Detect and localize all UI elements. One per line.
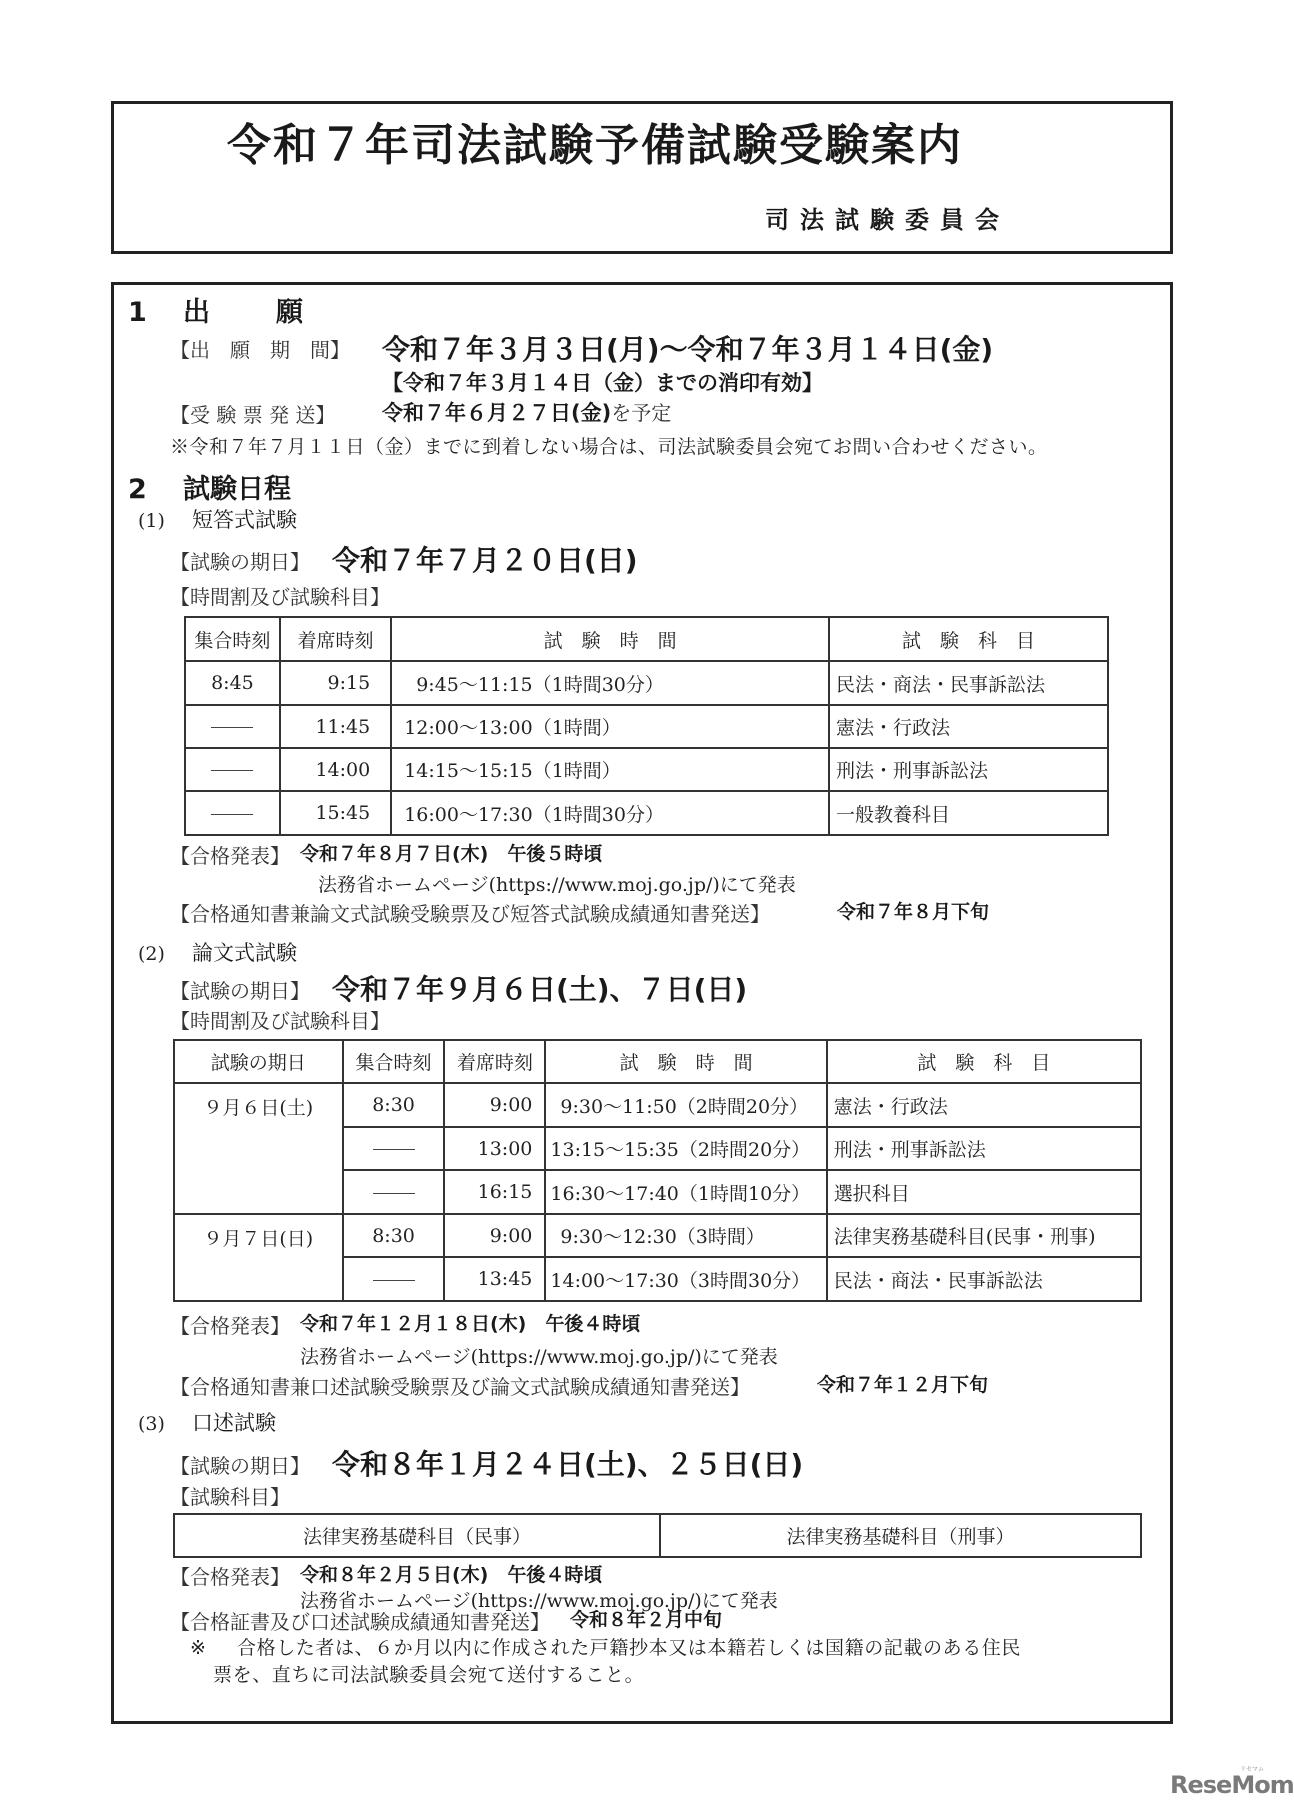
seated-time: 9:00 bbox=[444, 1083, 545, 1127]
table-row bbox=[174, 1214, 1141, 1257]
seated-time: 9:15 bbox=[280, 661, 391, 705]
ticket-dispatch-label: 【受 験 票 発 送】 bbox=[170, 403, 336, 427]
exam-subject: 法律実務基礎科目(民事・刑事) bbox=[827, 1214, 1141, 1257]
short-answer-timetable-label: 【時間割及び試験科目】 bbox=[170, 585, 390, 609]
short-answer-notice-label: 【合格通知書兼論文式試験受験票及び短答式試験成績通知書発送】 bbox=[170, 902, 770, 926]
application-period-label: 【出 願 期 間】 bbox=[170, 338, 350, 362]
watermark-logo-kana: リセマム bbox=[1240, 1766, 1264, 1773]
exam-subject: 一般教養科目 bbox=[829, 791, 1108, 835]
essay-pass-value: 令和７年１２月１８日(木) 午後４時頃 bbox=[300, 1313, 641, 1335]
document-title: 令和７年司法試験予備試験受験案内 bbox=[227, 120, 963, 171]
oral-number: (3) bbox=[138, 1413, 165, 1435]
essay-timetable-label: 【時間割及び試験科目】 bbox=[170, 1009, 390, 1033]
exam-time: 9:30～12:30（3時間） bbox=[545, 1214, 826, 1257]
ticket-dispatch-line bbox=[382, 403, 671, 424]
assembly-time: 8:30 bbox=[343, 1214, 445, 1257]
oral-date-label: 【試験の期日】 bbox=[170, 1454, 310, 1478]
seated-time: 13:45 bbox=[444, 1257, 545, 1301]
dash-placeholder bbox=[373, 1193, 415, 1194]
col-header-subject: 試 験 科 目 bbox=[827, 1040, 1141, 1083]
postmark-note: 【令和７年３月１４日（金）までの消印有効】 bbox=[382, 371, 823, 395]
table-row bbox=[174, 1083, 1141, 1127]
seated-time: 15:45 bbox=[280, 791, 391, 835]
assembly-time bbox=[185, 705, 280, 748]
issuer: 司法試験委員会 bbox=[765, 206, 1010, 234]
watermark-logo: ReseMom bbox=[1170, 1771, 1294, 1799]
short-answer-date-value: 令和７年７月２０日(日) bbox=[332, 544, 638, 577]
essay-pass-label: 【合格発表】 bbox=[170, 1314, 290, 1338]
dash-placeholder bbox=[211, 727, 253, 728]
oral-subject-criminal: 法律実務基礎科目（刑事） bbox=[660, 1514, 1141, 1557]
essay-date-value: 令和７年９月６日(土)、７日(日) bbox=[332, 973, 748, 1006]
assembly-time: 8:30 bbox=[343, 1083, 445, 1127]
dash-placeholder bbox=[211, 814, 253, 815]
assembly-time bbox=[185, 791, 280, 835]
table-row bbox=[174, 1514, 1141, 1557]
exam-subject: 民法・商法・民事訴訟法 bbox=[829, 661, 1108, 705]
section-2-number: 2 bbox=[128, 474, 147, 505]
short-answer-number: (1) bbox=[138, 510, 165, 532]
exam-time: 14:00～17:30（3時間30分） bbox=[545, 1257, 826, 1301]
oral-notice-label: 【合格証書及び口述試験成績通知書発送】 bbox=[170, 1610, 550, 1634]
oral-pass-site: 法務省ホームページ(https://www.moj.go.jp/)にて発表 bbox=[300, 1590, 778, 1612]
oral-subjects-label: 【試験科目】 bbox=[170, 1485, 290, 1509]
table-row bbox=[185, 705, 1108, 748]
essay-title: 論文式試験 bbox=[192, 941, 297, 965]
dash-placeholder bbox=[373, 1149, 415, 1150]
col-header-seated: 着席時刻 bbox=[444, 1040, 545, 1083]
exam-subject: 刑法・刑事訴訟法 bbox=[829, 748, 1108, 791]
exam-day: ９月６日(土) bbox=[174, 1083, 343, 1214]
exam-day: ９月７日(日) bbox=[174, 1214, 343, 1301]
exam-subject: 憲法・行政法 bbox=[827, 1083, 1141, 1127]
essay-pass-site: 法務省ホームページ(https://www.moj.go.jp/)にて発表 bbox=[300, 1346, 778, 1368]
oral-date-value: 令和８年１月２４日(土)、２５日(日) bbox=[332, 1448, 804, 1481]
final-note-line-1: 合格した者は、６か月以内に作成された戸籍抄本又は本籍若しくは国籍の記載のある住民 bbox=[237, 1637, 1022, 1659]
exam-subject: 選択科目 bbox=[827, 1170, 1141, 1214]
section-1-heading: 出 願 bbox=[183, 297, 307, 328]
short-answer-notice-value: 令和７年８月下旬 bbox=[837, 901, 990, 923]
exam-time: 14:15～15:15（1時間） bbox=[391, 748, 829, 791]
final-note-line-2: 票を、直ちに司法試験委員会宛て送付すること。 bbox=[213, 1664, 645, 1686]
table-header-row bbox=[174, 1040, 1141, 1083]
col-header-subject: 試 験 科 目 bbox=[829, 617, 1108, 661]
oral-pass-value: 令和８年２月５日(木) 午後４時頃 bbox=[300, 1564, 603, 1586]
section-2-heading: 試験日程 bbox=[183, 474, 291, 505]
col-header-assembly: 集合時刻 bbox=[185, 617, 280, 661]
exam-subject: 民法・商法・民事訴訟法 bbox=[827, 1257, 1141, 1301]
col-header-seated: 着席時刻 bbox=[280, 617, 391, 661]
essay-notice-label: 【合格通知書兼口述試験受験票及び論文式試験成績通知書発送】 bbox=[170, 1375, 750, 1399]
table-row bbox=[185, 791, 1108, 835]
exam-subject: 憲法・行政法 bbox=[829, 705, 1108, 748]
assembly-time: 8:45 bbox=[185, 661, 280, 705]
col-header-assembly: 集合時刻 bbox=[343, 1040, 445, 1083]
dash-placeholder bbox=[373, 1280, 415, 1281]
oral-notice-value: 令和８年２月中旬 bbox=[570, 1609, 723, 1631]
table-header-row bbox=[185, 617, 1108, 661]
short-answer-pass-label: 【合格発表】 bbox=[170, 844, 290, 868]
oral-title: 口述試験 bbox=[192, 1411, 276, 1435]
final-note-mark: ※ bbox=[190, 1637, 206, 1659]
ticket-dispatch-suffix: を予定 bbox=[611, 401, 672, 425]
col-header-time: 試 験 時 間 bbox=[545, 1040, 826, 1083]
assembly-time bbox=[185, 748, 280, 791]
exam-time: 9:45～11:15（1時間30分） bbox=[391, 661, 829, 705]
oral-pass-label: 【合格発表】 bbox=[170, 1565, 290, 1589]
oral-subjects-table bbox=[173, 1513, 1142, 1558]
short-answer-date-label: 【試験の期日】 bbox=[170, 550, 310, 574]
seated-time: 14:00 bbox=[280, 748, 391, 791]
seated-time: 9:00 bbox=[444, 1214, 545, 1257]
ticket-dispatch-value: 令和７年６月２７日(金) bbox=[382, 401, 612, 425]
table-row bbox=[185, 661, 1108, 705]
section-1-number: 1 bbox=[128, 297, 147, 328]
short-answer-title: 短答式試験 bbox=[192, 508, 297, 532]
application-period-value: 令和７年３月３日(月)～令和７年３月１４日(金) bbox=[382, 333, 994, 366]
seated-time: 11:45 bbox=[280, 705, 391, 748]
dash-placeholder bbox=[211, 770, 253, 771]
exam-time: 9:30～11:50（2時間20分） bbox=[545, 1083, 826, 1127]
short-answer-timetable bbox=[184, 616, 1109, 836]
table-row bbox=[185, 748, 1108, 791]
essay-date-label: 【試験の期日】 bbox=[170, 979, 310, 1003]
essay-notice-value: 令和７年１２月下旬 bbox=[817, 1374, 989, 1396]
arrival-note: ※令和７年７月１１日（金）までに到着しない場合は、司法試験委員会宛てお問い合わせください。 bbox=[170, 436, 1048, 458]
col-header-time: 試 験 時 間 bbox=[391, 617, 829, 661]
oral-subject-civil: 法律実務基礎科目（民事） bbox=[174, 1514, 660, 1557]
exam-time: 16:00～17:30（1時間30分） bbox=[391, 791, 829, 835]
exam-subject: 刑法・刑事訴訟法 bbox=[827, 1127, 1141, 1170]
assembly-time bbox=[343, 1127, 445, 1170]
exam-time: 16:30～17:40（1時間10分） bbox=[545, 1170, 826, 1214]
assembly-time bbox=[343, 1170, 445, 1214]
essay-number: (2) bbox=[138, 943, 165, 965]
exam-time: 13:15～15:35（2時間20分） bbox=[545, 1127, 826, 1170]
seated-time: 16:15 bbox=[444, 1170, 545, 1214]
col-header-date: 試験の期日 bbox=[174, 1040, 343, 1083]
seated-time: 13:00 bbox=[444, 1127, 545, 1170]
exam-time: 12:00～13:00（1時間） bbox=[391, 705, 829, 748]
short-answer-pass-site: 法務省ホームページ(https://www.moj.go.jp/)にて発表 bbox=[318, 874, 796, 896]
assembly-time bbox=[343, 1257, 445, 1301]
short-answer-pass-value: 令和７年８月７日(木) 午後５時頃 bbox=[300, 843, 603, 865]
essay-timetable bbox=[173, 1039, 1142, 1302]
